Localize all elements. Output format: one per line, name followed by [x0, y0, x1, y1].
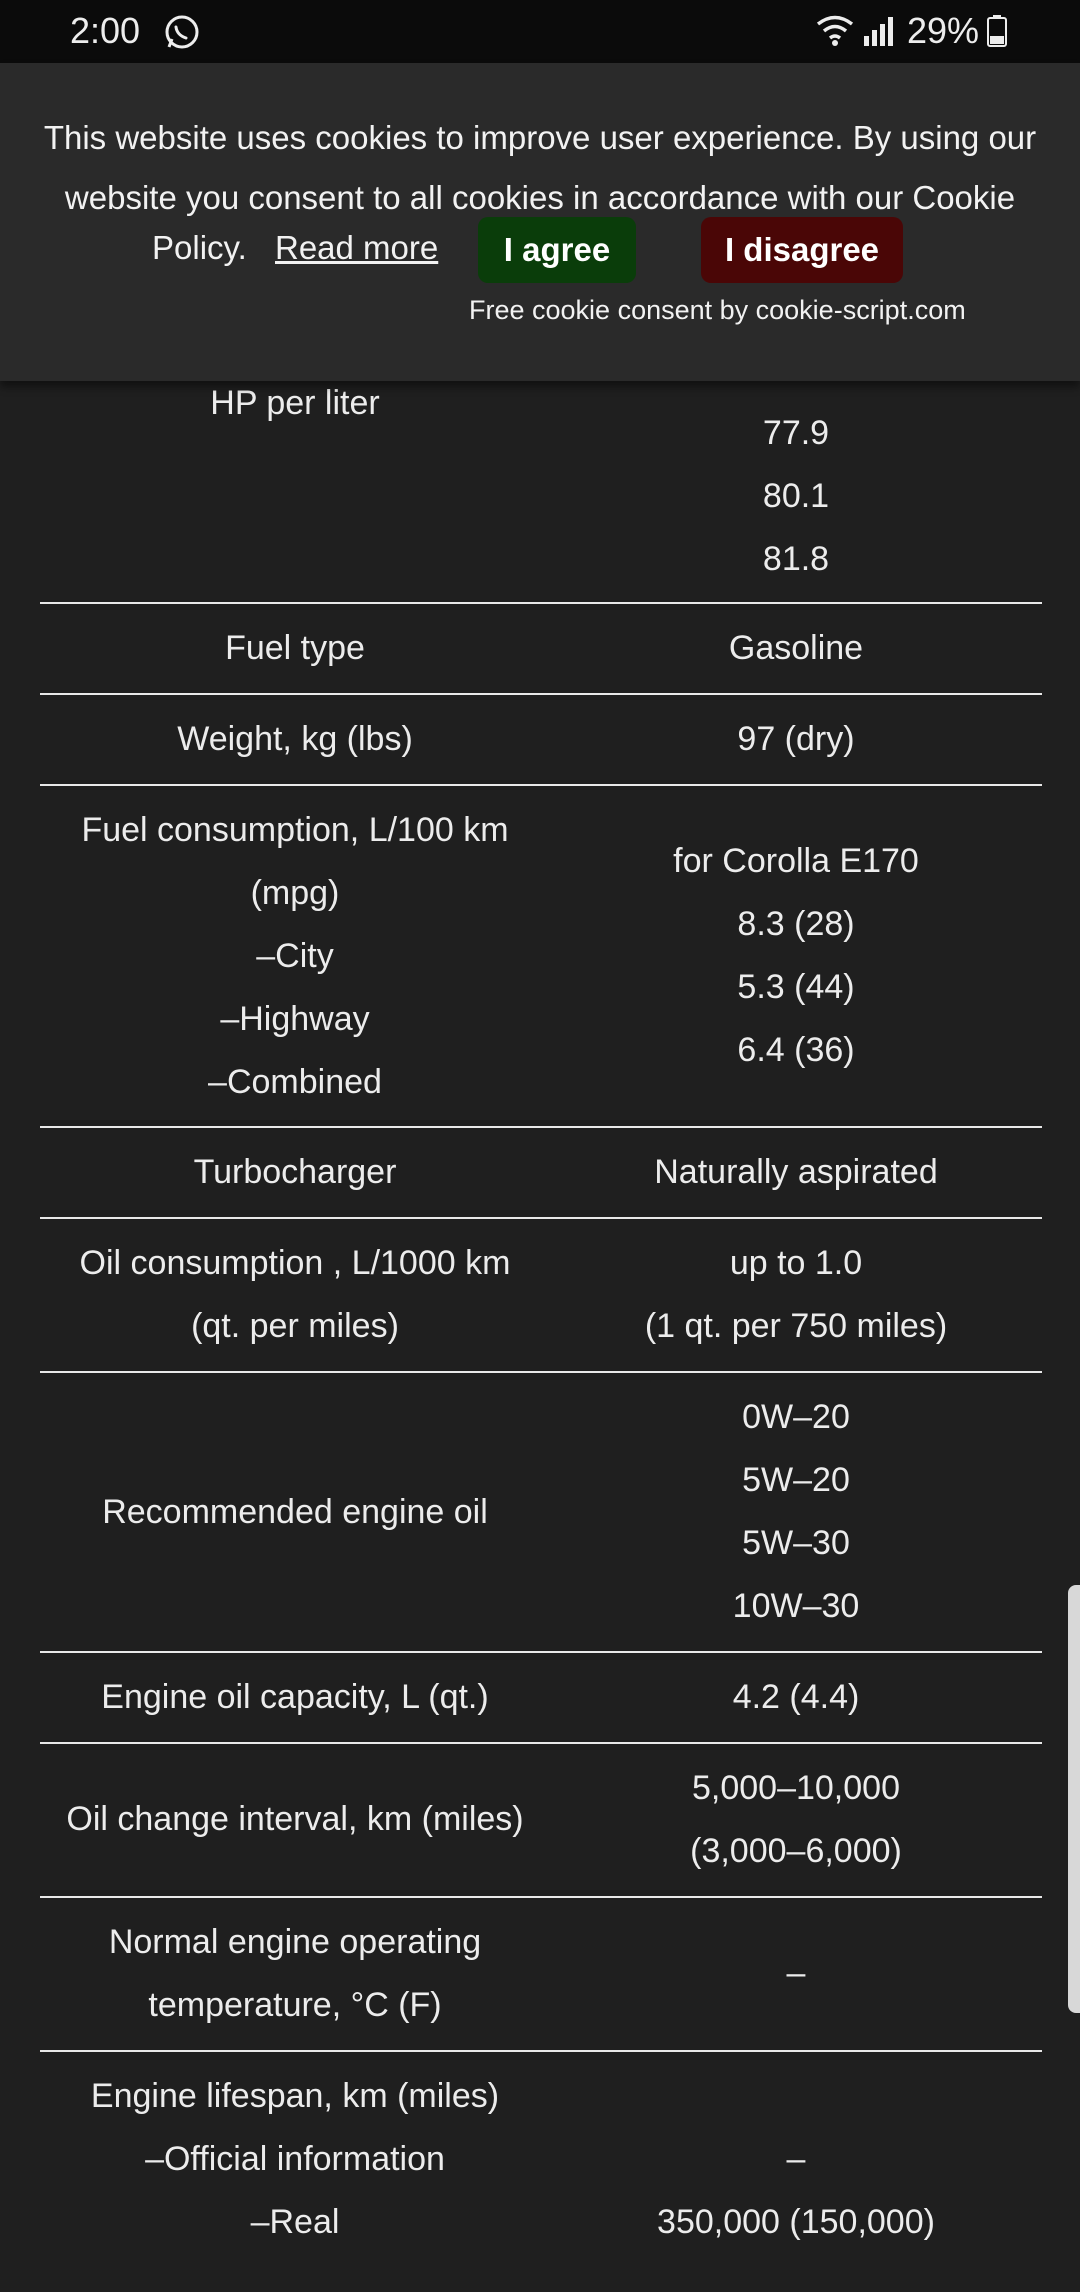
- row-value: –: [786, 1954, 806, 1992]
- agree-button[interactable]: I agree: [478, 217, 636, 283]
- row-label: Oil consumption , L/1000 km (qt. per miles): [79, 1244, 511, 1345]
- table-row: [40, 786, 1042, 1128]
- row-value: 97 (dry): [737, 720, 855, 758]
- row-label: Turbocharger: [193, 1153, 397, 1191]
- row-label: Engine lifespan, km (miles) –Official information –Real: [90, 2077, 500, 2241]
- row-value: 5,000–10,000 (3,000–6,000): [690, 1769, 902, 1870]
- row-value: – 350,000 (150,000): [657, 2140, 935, 2241]
- table-row: [40, 1653, 1042, 1744]
- table-row: [40, 2052, 1042, 2292]
- wifi-icon: [815, 14, 855, 48]
- row-value: 0W–20 5W–20 5W–30 10W–30: [732, 1398, 860, 1625]
- signal-icon: [862, 16, 896, 46]
- row-label: Fuel consumption, L/100 km (mpg) –City –Highway –Combined: [81, 811, 509, 1101]
- cookie-message: This website uses cookies to improve user experience. By using our website you consent to all cookies in accordance with our Cookie: [43, 119, 1037, 216]
- battery-percent: 29%: [907, 10, 980, 51]
- row-label: Normal engine operating temperature, °C (F): [108, 1923, 482, 2024]
- disagree-button[interactable]: I disagree: [701, 217, 903, 283]
- row-label: Oil change interval, km (miles): [66, 1800, 524, 1838]
- table-row: [40, 604, 1042, 695]
- scrollbar-thumb[interactable]: [1068, 1585, 1080, 2013]
- table-row: [40, 1219, 1042, 1373]
- row-value: 4.2 (4.4): [732, 1678, 860, 1716]
- table-row: [40, 1128, 1042, 1219]
- row-label: Engine oil capacity, L (qt.): [101, 1678, 489, 1716]
- table-row: [40, 1373, 1042, 1653]
- whatsapp-icon: [163, 13, 201, 51]
- table-row: [40, 695, 1042, 786]
- cookie-policy-word: Policy.: [152, 229, 247, 266]
- row-value: for Corolla E170 8.3 (28) 5.3 (44) 6.4 (36): [673, 842, 919, 1069]
- row-label: Recommended engine oil: [102, 1493, 488, 1531]
- table-row: [40, 1898, 1042, 2052]
- read-more-link[interactable]: Read more: [275, 229, 439, 266]
- status-time: 2:00: [70, 10, 141, 51]
- row-label: Weight, kg (lbs): [177, 720, 413, 758]
- row-value: up to 1.0 (1 qt. per 750 miles): [644, 1244, 948, 1345]
- status-bar: [0, 0, 1080, 63]
- battery-icon: [987, 15, 1007, 47]
- table-row: [40, 372, 1042, 604]
- cookie-credit: Free cookie consent by cookie-script.com: [469, 295, 966, 325]
- table-row: [40, 1744, 1042, 1898]
- row-value: Gasoline: [728, 629, 864, 667]
- row-label: Fuel type: [225, 629, 365, 667]
- cookie-banner: [0, 63, 1080, 381]
- row-label: HP per liter: [210, 384, 380, 422]
- row-value: Naturally aspirated: [654, 1153, 938, 1191]
- row-value: 77.9 80.1 81.8: [762, 414, 830, 578]
